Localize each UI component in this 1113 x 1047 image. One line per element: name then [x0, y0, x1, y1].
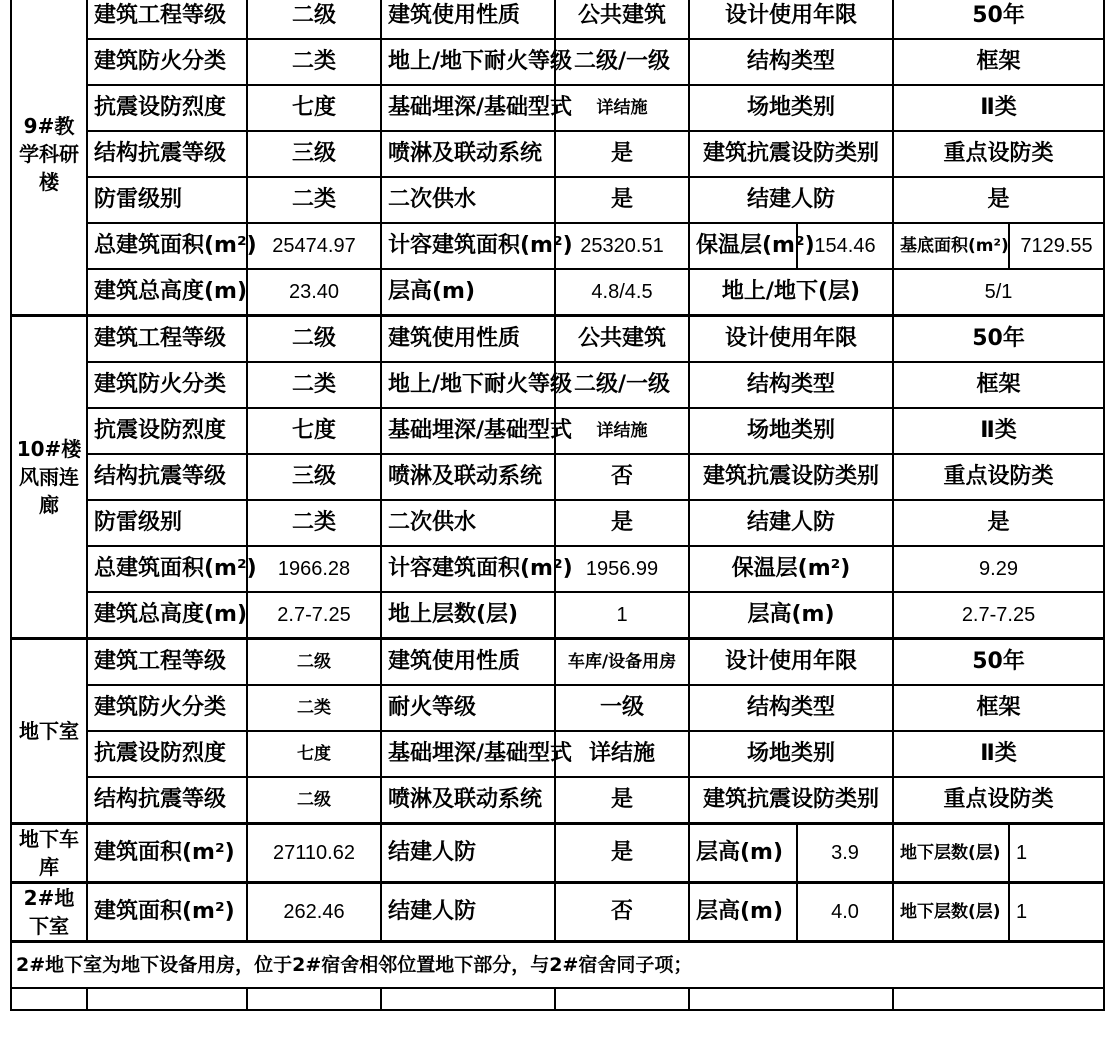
empty-cell: [11, 988, 87, 1010]
note-text: 2#地下室为地下设备用房，位于2#宿舍相邻位置地下部分，与2#宿舍同子项；: [11, 942, 1104, 989]
label-cell: 基础埋深/基础型式: [381, 85, 555, 131]
label-cell: 基础埋深/基础型式: [381, 408, 555, 454]
value-cell: 1: [555, 592, 689, 639]
value-cell: 重点设防类: [893, 777, 1104, 824]
value-cell: 是: [555, 500, 689, 546]
table-row: [11, 942, 1104, 989]
value-cell: 二级/一级: [555, 39, 689, 85]
value-cell: Ⅱ类: [893, 85, 1104, 131]
label-cell: 总建筑面积(m²): [87, 223, 247, 269]
label-cell: 计容建筑面积(m²): [381, 223, 555, 269]
table-row: [11, 777, 1104, 824]
table-row: [11, 883, 1104, 942]
label-cell: 建筑使用性质: [381, 316, 555, 363]
value-cell: 二级: [247, 0, 381, 39]
label-cell: 结建人防: [689, 500, 893, 546]
label-cell: 建筑防火分类: [87, 362, 247, 408]
value-cell: 二级: [247, 639, 381, 686]
label-cell: 地上/地下耐火等级: [381, 39, 555, 85]
table-row: [11, 639, 1104, 686]
label-cell: 建筑面积(m²): [87, 883, 247, 942]
value-cell: 是: [555, 131, 689, 177]
value-cell: 二类: [247, 685, 381, 731]
label-cell: 结建人防: [689, 177, 893, 223]
value-cell: 4.8/4.5: [555, 269, 689, 316]
label-cell: 抗震设防烈度: [87, 85, 247, 131]
label-cell: 层高(m): [381, 269, 555, 316]
label-cell: 地上/地下耐火等级: [381, 362, 555, 408]
value-cell: 二级: [247, 316, 381, 363]
group-label-basement: 地下室: [11, 639, 87, 824]
label-cell: 地上/地下(层): [689, 269, 893, 316]
value-cell: 公共建筑: [555, 0, 689, 39]
value-cell: 三级: [247, 454, 381, 500]
label-cell: 地下层数(层): [893, 824, 1009, 883]
value-cell: 1956.99: [555, 546, 689, 592]
value-cell: 1: [1009, 824, 1104, 883]
value-cell: 25320.51: [555, 223, 689, 269]
value-cell: 262.46: [247, 883, 381, 942]
empty-cell: [247, 988, 381, 1010]
building-spec-table: [10, 0, 1105, 1011]
table-row: [11, 685, 1104, 731]
value-cell: 50年: [893, 639, 1104, 686]
label-cell: 建筑工程等级: [87, 316, 247, 363]
table-row: [11, 546, 1104, 592]
label-cell: 喷淋及联动系统: [381, 454, 555, 500]
value-cell: 是: [555, 177, 689, 223]
table-row: [11, 408, 1104, 454]
value-cell: 七度: [247, 85, 381, 131]
value-cell: 一级: [555, 685, 689, 731]
label-cell: 结建人防: [381, 883, 555, 942]
table-row: [11, 39, 1104, 85]
table-row: [11, 177, 1104, 223]
value-cell: 4.0: [797, 883, 893, 942]
group-label-garage: 地下车库: [11, 824, 87, 883]
value-cell: 2.7-7.25: [247, 592, 381, 639]
label-cell: 设计使用年限: [689, 639, 893, 686]
value-cell: 二类: [247, 177, 381, 223]
label-cell: 总建筑面积(m²): [87, 546, 247, 592]
value-cell: 是: [893, 177, 1104, 223]
label-cell: 保温层(m²): [689, 546, 893, 592]
label-cell: 层高(m): [689, 824, 797, 883]
value-cell: 9.29: [893, 546, 1104, 592]
value-cell: 2.7-7.25: [893, 592, 1104, 639]
label-cell: 建筑抗震设防类别: [689, 777, 893, 824]
label-cell: 结构类型: [689, 39, 893, 85]
value-cell: 23.40: [247, 269, 381, 316]
label-cell: 二次供水: [381, 500, 555, 546]
label-cell: 基底面积(m²): [893, 223, 1009, 269]
value-cell: 25474.97: [247, 223, 381, 269]
label-cell: 结建人防: [381, 824, 555, 883]
value-cell: 1966.28: [247, 546, 381, 592]
value-cell: 三级: [247, 131, 381, 177]
value-cell: 公共建筑: [555, 316, 689, 363]
value-cell: 二类: [247, 362, 381, 408]
empty-cell: [893, 988, 1104, 1010]
label-cell: 建筑抗震设防类别: [689, 454, 893, 500]
table-row: [11, 454, 1104, 500]
label-cell: 抗震设防烈度: [87, 408, 247, 454]
label-cell: 场地类别: [689, 408, 893, 454]
table-row: [11, 131, 1104, 177]
empty-cell: [689, 988, 893, 1010]
value-cell: 二级/一级: [555, 362, 689, 408]
group-label-9: 9#教学科研楼: [11, 0, 87, 316]
value-cell: 7129.55: [1009, 223, 1104, 269]
table-row: [11, 269, 1104, 316]
table-row: [11, 500, 1104, 546]
label-cell: 计容建筑面积(m²): [381, 546, 555, 592]
value-cell: 是: [893, 500, 1104, 546]
label-cell: 防雷级别: [87, 500, 247, 546]
table-row: [11, 731, 1104, 777]
label-cell: 结构类型: [689, 685, 893, 731]
label-cell: 防雷级别: [87, 177, 247, 223]
value-cell: 详结施: [555, 408, 689, 454]
value-cell: 详结施: [555, 731, 689, 777]
label-cell: 场地类别: [689, 731, 893, 777]
label-cell: 抗震设防烈度: [87, 731, 247, 777]
label-cell: 建筑工程等级: [87, 0, 247, 39]
table-row: [11, 0, 1104, 39]
value-cell: 重点设防类: [893, 454, 1104, 500]
value-cell: 框架: [893, 685, 1104, 731]
label-cell: 耐火等级: [381, 685, 555, 731]
label-cell: 建筑面积(m²): [87, 824, 247, 883]
value-cell: Ⅱ类: [893, 731, 1104, 777]
table-row: [11, 316, 1104, 363]
label-cell: 建筑防火分类: [87, 685, 247, 731]
label-cell: 设计使用年限: [689, 316, 893, 363]
group-label-10: 10#楼风雨连廊: [11, 316, 87, 639]
value-cell: 否: [555, 883, 689, 942]
table-row: [11, 592, 1104, 639]
value-cell: 二类: [247, 39, 381, 85]
label-cell: 设计使用年限: [689, 0, 893, 39]
label-cell: 地下层数(层): [893, 883, 1009, 942]
table-row: [11, 85, 1104, 131]
value-cell: 车库/设备用房: [555, 639, 689, 686]
value-cell: 二类: [247, 500, 381, 546]
table-row: [11, 362, 1104, 408]
label-cell: 结构抗震等级: [87, 131, 247, 177]
value-cell: 5/1: [893, 269, 1104, 316]
label-cell: 建筑总高度(m): [87, 269, 247, 316]
value-cell: 详结施: [555, 85, 689, 131]
label-cell: 喷淋及联动系统: [381, 131, 555, 177]
label-cell: 基础埋深/基础型式: [381, 731, 555, 777]
label-cell: 结构类型: [689, 362, 893, 408]
value-cell: 1: [1009, 883, 1104, 942]
value-cell: 50年: [893, 316, 1104, 363]
value-cell: Ⅱ类: [893, 408, 1104, 454]
value-cell: 50年: [893, 0, 1104, 39]
table-row: [11, 824, 1104, 883]
label-cell: 层高(m): [689, 883, 797, 942]
value-cell: 是: [555, 777, 689, 824]
empty-cell: [87, 988, 247, 1010]
value-cell: 框架: [893, 362, 1104, 408]
label-cell: 结构抗震等级: [87, 777, 247, 824]
label-cell: 建筑抗震设防类别: [689, 131, 893, 177]
label-cell: 结构抗震等级: [87, 454, 247, 500]
value-cell: 重点设防类: [893, 131, 1104, 177]
value-cell: 七度: [247, 408, 381, 454]
label-cell: 建筑使用性质: [381, 639, 555, 686]
value-cell: 154.46: [797, 223, 893, 269]
value-cell: 27110.62: [247, 824, 381, 883]
label-cell: 二次供水: [381, 177, 555, 223]
label-cell: 地上层数(层): [381, 592, 555, 639]
value-cell: 七度: [247, 731, 381, 777]
label-cell: 场地类别: [689, 85, 893, 131]
table-row: [11, 223, 1104, 269]
value-cell: 二级: [247, 777, 381, 824]
label-cell: 建筑防火分类: [87, 39, 247, 85]
empty-cell: [381, 988, 555, 1010]
label-cell: 建筑总高度(m): [87, 592, 247, 639]
value-cell: 框架: [893, 39, 1104, 85]
label-cell: 建筑工程等级: [87, 639, 247, 686]
empty-cell: [555, 988, 689, 1010]
label-cell: 喷淋及联动系统: [381, 777, 555, 824]
value-cell: 是: [555, 824, 689, 883]
table-row-partial: [11, 988, 1104, 1010]
label-cell: 建筑使用性质: [381, 0, 555, 39]
value-cell: 3.9: [797, 824, 893, 883]
group-label-2-basement: 2#地下室: [11, 883, 87, 942]
label-cell: 保温层(m²): [689, 223, 797, 269]
value-cell: 否: [555, 454, 689, 500]
label-cell: 层高(m): [689, 592, 893, 639]
